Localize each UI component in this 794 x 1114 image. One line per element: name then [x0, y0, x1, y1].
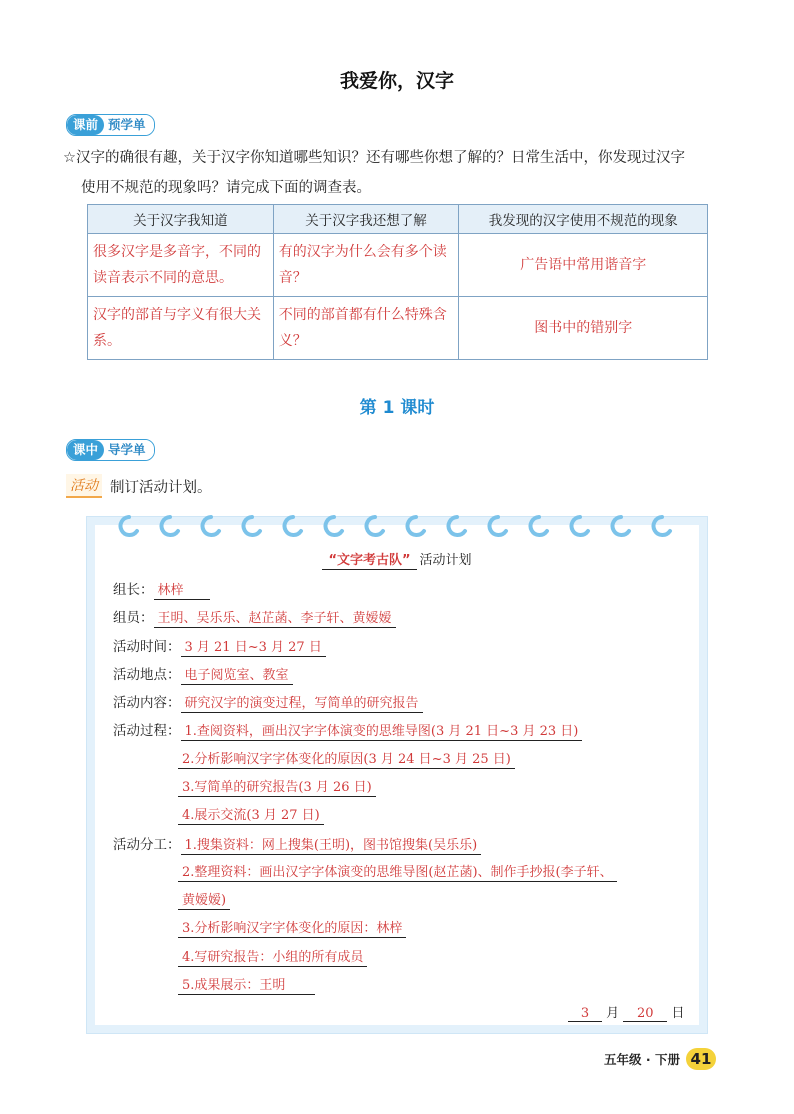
- table-row: [88, 297, 708, 360]
- badge-mid-label: 课中: [67, 440, 104, 460]
- process-step-4[interactable]: 4.展示交流(3 月 27 日): [178, 804, 324, 825]
- page-number: 41: [686, 1048, 716, 1070]
- grade-label: 五年级 · 下册: [604, 1052, 680, 1067]
- table-cell[interactable]: 不同的部首都有什么特殊含义？: [273, 297, 459, 360]
- division-item-row: [178, 974, 315, 995]
- day-char: 日: [671, 1006, 685, 1021]
- badge-mid-sub: 导学单: [104, 440, 154, 460]
- table-cell[interactable]: 广告语中常用谐音字: [459, 234, 708, 297]
- plan-name: “文字考古队”: [322, 549, 416, 570]
- lesson-title: 第 1 课时: [359, 398, 435, 418]
- division-row: [113, 833, 481, 855]
- date-day[interactable]: 20: [623, 1006, 667, 1022]
- place-row: [113, 663, 293, 685]
- plan-date: [568, 1002, 684, 1022]
- table-cell[interactable]: 有的汉字为什么会有多个读音？: [273, 234, 459, 297]
- intro-text: [63, 143, 743, 203]
- content-label: 活动内容：: [113, 695, 181, 711]
- table-header-row: [88, 205, 708, 234]
- pre-class-badge: [66, 114, 155, 136]
- time-row: [113, 635, 326, 657]
- month-char: 月: [606, 1006, 620, 1021]
- intro-line-1: ☆汉字的确很有趣，关于汉字你知道哪些知识？还有哪些你想了解的？日常生活中，你发现过汉字: [63, 150, 685, 166]
- members-value[interactable]: 王明、吴乐乐、赵芷菡、李子轩、黄嫒嫒: [154, 607, 396, 628]
- place-value[interactable]: 电子阅览室、教室: [181, 664, 293, 685]
- division-item-2-cont[interactable]: 黄嫒嫒): [178, 889, 230, 910]
- content-row: [113, 691, 423, 713]
- badge-pre-label: 课前: [67, 115, 104, 135]
- page-title: 我爱你，汉字: [339, 70, 454, 92]
- survey-table: [87, 204, 708, 360]
- division-item-row: [178, 946, 367, 967]
- time-value[interactable]: 3 月 21 日~3 月 27 日: [181, 636, 326, 657]
- process-step-row: [178, 776, 376, 797]
- activity-tag: 活动: [66, 474, 102, 498]
- in-class-badge: [66, 439, 155, 461]
- process-step-2[interactable]: 2.分析影响汉字字体变化的原因(3 月 24 日~3 月 25 日): [178, 748, 515, 769]
- process-label: 活动过程：: [113, 723, 181, 739]
- date-month[interactable]: 3: [568, 1006, 602, 1022]
- table-row: [88, 234, 708, 297]
- members-label: 组员：: [113, 610, 154, 626]
- binder-rings-icon: [109, 509, 689, 539]
- division-item-row: [178, 861, 617, 882]
- table-cell[interactable]: 图书中的错别字: [459, 297, 708, 360]
- division-item-3[interactable]: 3.分析影响汉字字体变化的原因：林梓: [178, 917, 406, 938]
- plan-suffix: 活动计划: [419, 553, 472, 568]
- division-item-2[interactable]: 2.整理资料：画出汉字字体演变的思维导图(赵芷菡)、制作手抄报(李子轩、: [178, 861, 617, 882]
- division-item-row: [178, 889, 230, 910]
- table-header: 关于汉字我知道: [88, 205, 274, 234]
- table-cell[interactable]: 汉字的部首与字义有很大关系。: [88, 297, 274, 360]
- table-header: 我发现的汉字使用不规范的现象: [459, 205, 708, 234]
- members-row: [113, 606, 396, 628]
- badge-pre-sub: 预学单: [104, 115, 154, 135]
- table-header: 关于汉字我还想了解: [273, 205, 459, 234]
- process-step-1[interactable]: 1.查阅资料，画出汉字字体演变的思维导图(3 月 21 日~3 月 23 日): [181, 720, 583, 741]
- division-item-row: [178, 917, 406, 938]
- division-item-1[interactable]: 1.搜集资料：网上搜集(王明)，图书馆搜集(吴乐乐): [181, 834, 482, 855]
- division-item-5[interactable]: 5.成果展示：王明: [178, 974, 315, 995]
- process-step-row: [178, 748, 515, 769]
- process-row: [113, 719, 582, 741]
- intro-line-2: 使用不规范的现象吗？请完成下面的调查表。: [81, 180, 371, 196]
- place-label: 活动地点：: [113, 667, 181, 683]
- leader-label: 组长：: [113, 582, 154, 598]
- leader-value[interactable]: 林梓: [154, 579, 210, 600]
- process-step-3[interactable]: 3.写简单的研究报告(3 月 26 日): [178, 776, 376, 797]
- leader-row: [113, 578, 210, 600]
- content-value[interactable]: 研究汉字的演变过程，写简单的研究报告: [181, 692, 423, 713]
- division-label: 活动分工：: [113, 837, 181, 853]
- process-step-row: [178, 804, 324, 825]
- time-label: 活动时间：: [113, 639, 181, 655]
- division-item-4[interactable]: 4.写研究报告：小组的所有成员: [178, 946, 367, 967]
- page-footer: [604, 1048, 716, 1070]
- plan-title: [0, 549, 794, 570]
- activity-text: 制订活动计划。: [110, 479, 212, 496]
- table-cell[interactable]: 很多汉字是多音字，不同的读音表示不同的意思。: [88, 234, 274, 297]
- activity-heading: [66, 474, 212, 498]
